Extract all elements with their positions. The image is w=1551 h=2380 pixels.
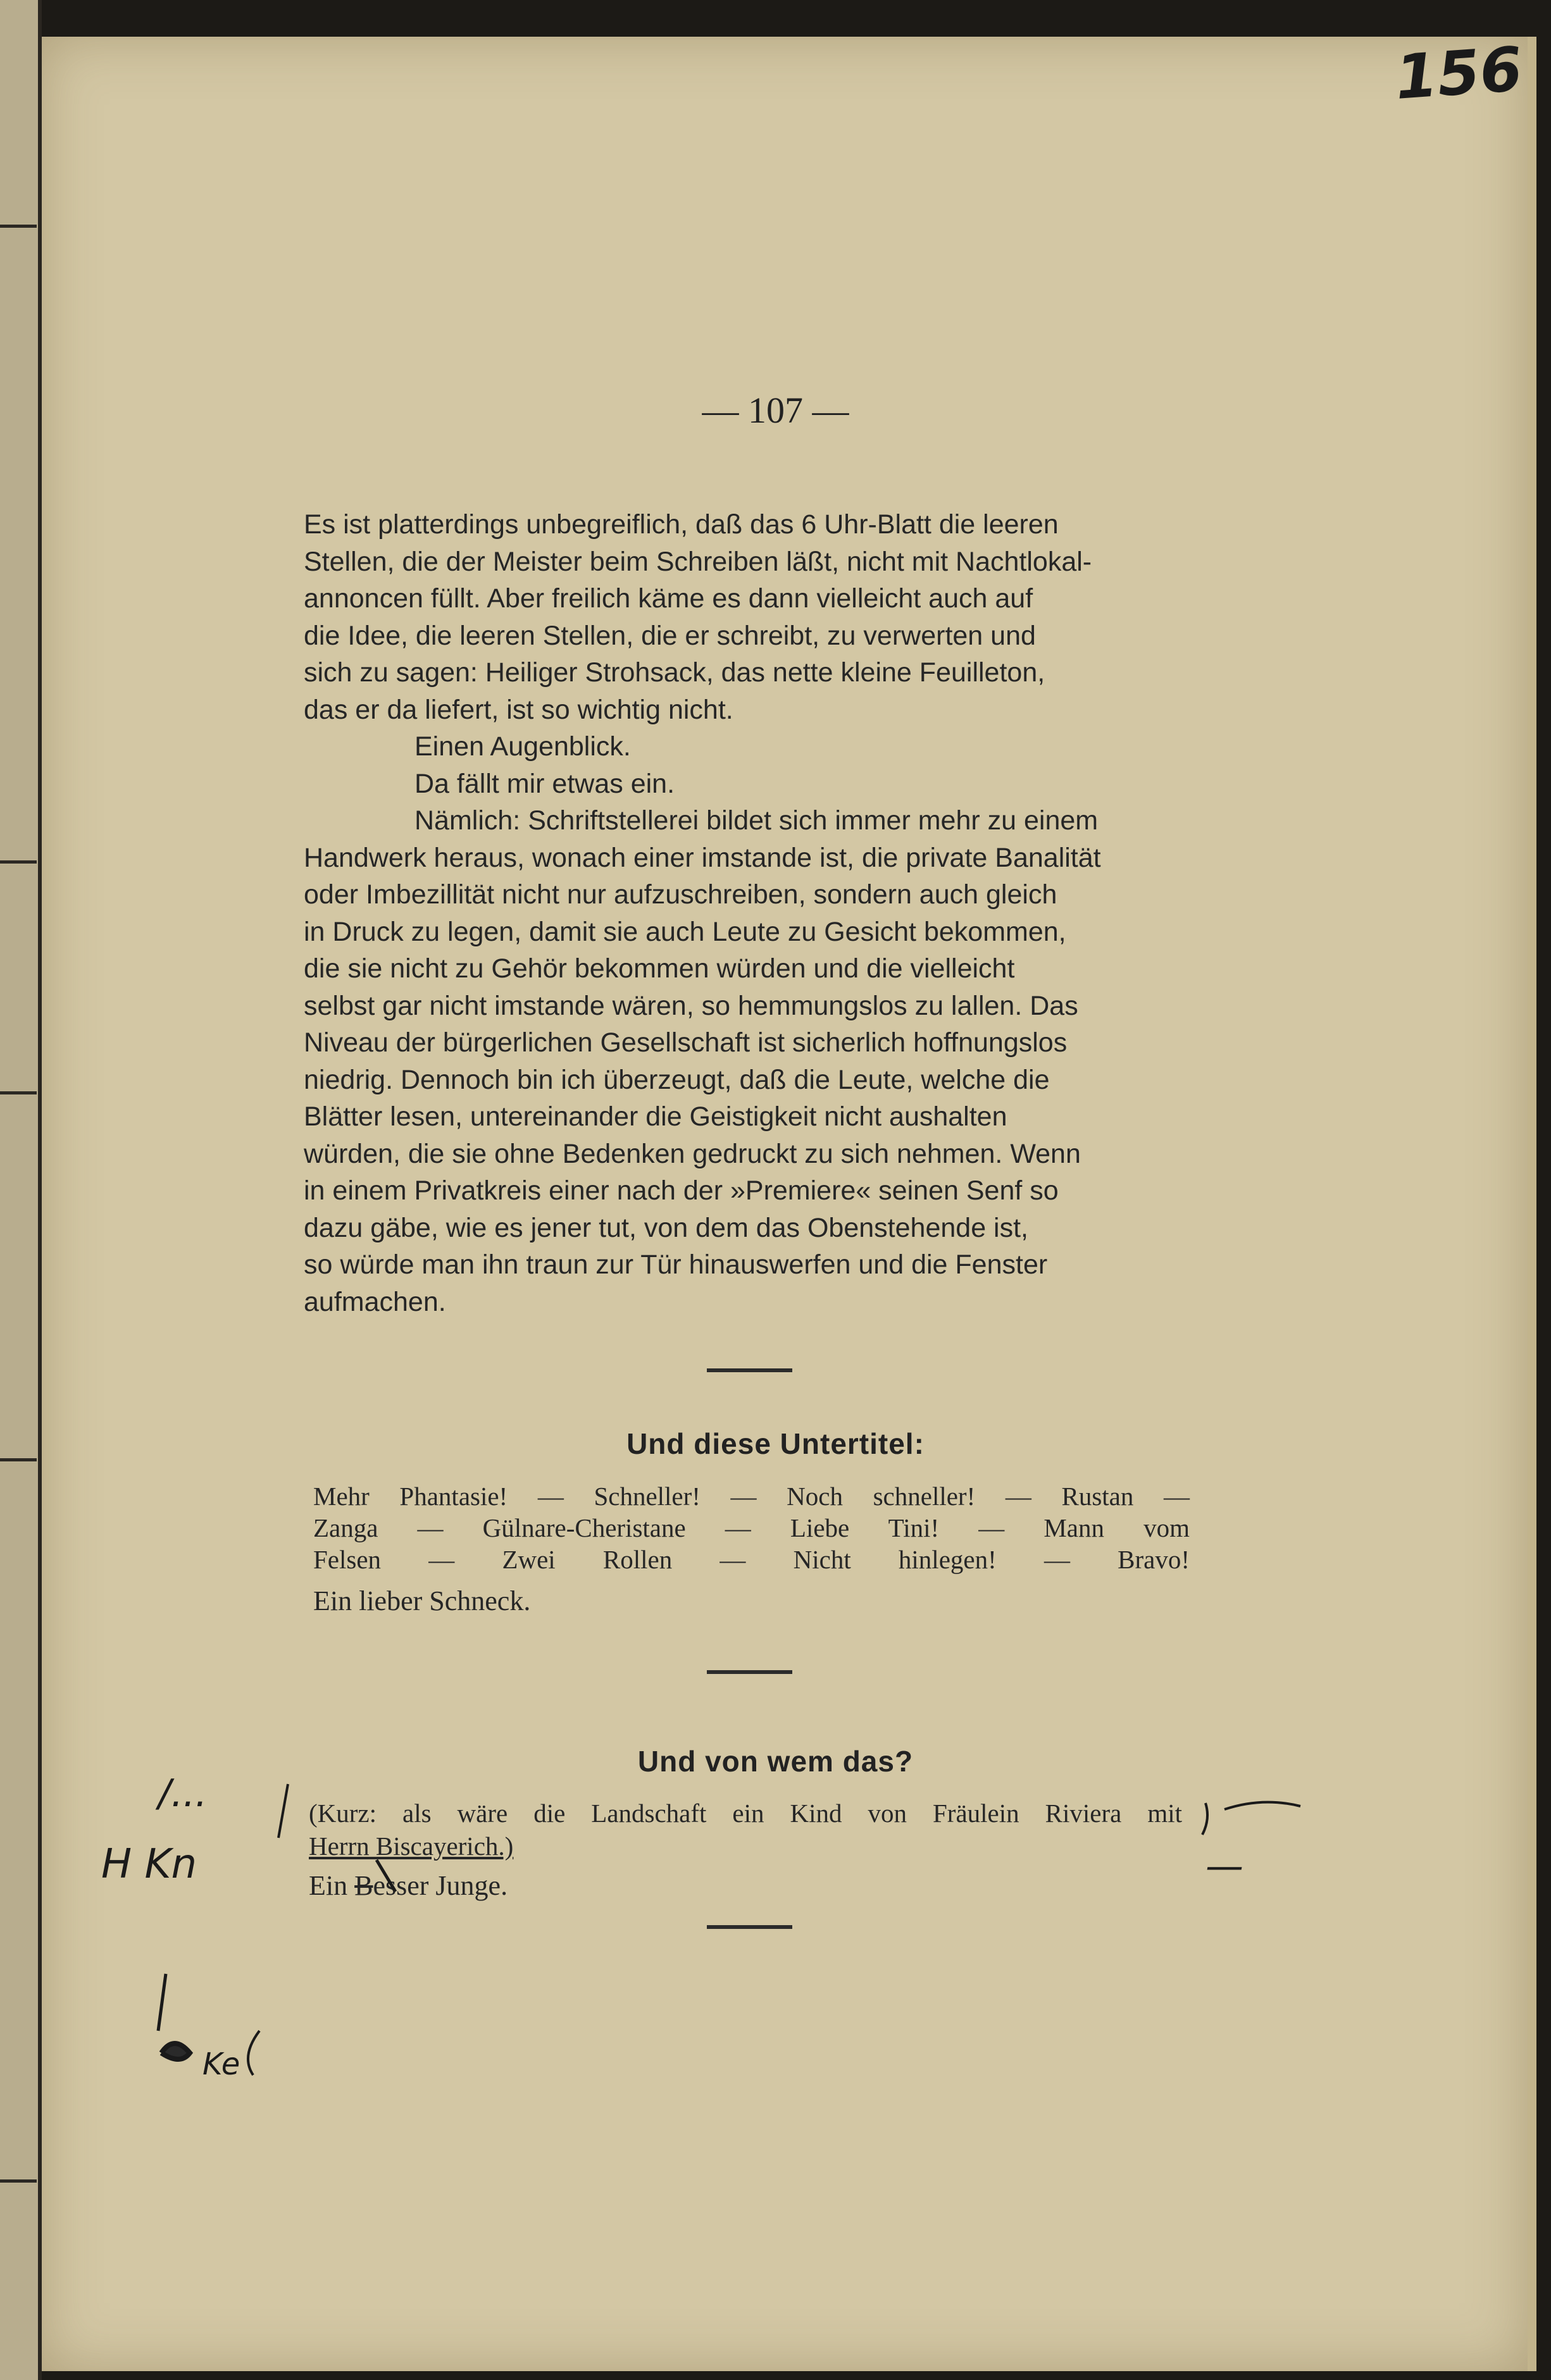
text-line: Stellen, die der Meister beim Schreiben läßt, nicht mit Nachtlokal- [304, 546, 1092, 577]
margin-note: Ke [202, 2047, 240, 2082]
margin-note: H Kn [101, 1841, 197, 1888]
text-line: annoncen füllt. Aber freilich käme es dann vielleicht auch auf [304, 583, 1033, 614]
section-divider [707, 1670, 792, 1674]
page-number: — 107 — [702, 390, 849, 431]
text-line: Herrn Biscayerich.) [309, 1831, 514, 1861]
section-heading: Und von wem das? [637, 1745, 914, 1778]
signature-line [309, 1869, 508, 1902]
handwritten-folio-number: 156 [1393, 34, 1525, 113]
text-line: Niveau der bürgerlichen Gesellschaft ist sicherlich hoffnungslos [304, 1027, 1068, 1058]
text-line: Nämlich: Schriftstellerei bildet sich immer mehr zu einem [414, 805, 1099, 836]
section-divider [707, 1925, 792, 1929]
text-line: Zanga — Gülnare-Cheristane — Liebe Tini! — Mann vom [313, 1513, 1190, 1542]
text-line: niedrig. Dennoch bin ich überzeugt, daß die Leute, welche die [304, 1064, 1050, 1095]
struck-letter: B [354, 1870, 373, 1901]
section-heading: Und diese Untertitel: [626, 1427, 925, 1460]
text-line: selbst gar nicht imstande wären, so hemmungslos zu lallen. Das [304, 990, 1078, 1021]
text-line: die sie nicht zu Gehör bekommen würden und die vielleicht [304, 953, 1015, 984]
text-line: in einem Privatkreis einer nach der »Premiere« seinen Senf so [304, 1175, 1059, 1206]
text-line: Handwerk heraus, wonach einer imstande ist, die private Banalität [304, 842, 1101, 873]
signature-prefix: Ein [309, 1870, 348, 1901]
article-body [304, 506, 1196, 1320]
text-line: so würde man ihn traun zur Tür hinauswerfen und die Fenster [304, 1249, 1048, 1280]
text-line: würden, die sie ohne Bedenken gedruckt zu sich nehmen. Wenn [304, 1138, 1081, 1169]
text-line: das er da liefert, ist so wichtig nicht. [304, 694, 733, 725]
margin-note: — [1205, 1844, 1243, 1888]
text-line: Blätter lesen, untereinander die Geistigkeit nicht aushalten [304, 1101, 1007, 1132]
section-divider [707, 1368, 792, 1372]
text-line: (Kurz: als wäre die Landschaft ein Kind von Fräulein Riviera mit [309, 1799, 1182, 1828]
text-line: Felsen — Zwei Rollen — Nicht hinlegen! — Bravo! [313, 1545, 1190, 1574]
signature-suffix: esser Junge. [373, 1870, 508, 1901]
quote-block [309, 1797, 1182, 1862]
text-line: oder Imbezillität nicht nur aufzuschreiben, sondern auch gleich [304, 879, 1057, 910]
adjacent-page-edge [0, 0, 42, 2380]
margin-note: /... [158, 1771, 208, 1816]
text-line: die Idee, die leeren Stellen, die er schreibt, zu verwerten und [304, 620, 1036, 651]
text-line: in Druck zu legen, damit sie auch Leute zu Gesicht bekommen, [304, 916, 1066, 947]
text-line: Da fällt mir etwas ein. [414, 768, 675, 799]
subtitle-list [313, 1480, 1190, 1575]
text-line: aufmachen. [304, 1286, 446, 1317]
text-line: Mehr Phantasie! — Schneller! — Noch schneller! — Rustan — [313, 1482, 1190, 1511]
text-line: Einen Augenblick. [414, 731, 631, 762]
text-line: Es ist platterdings unbegreiflich, daß das 6 Uhr-Blatt die leeren [304, 509, 1059, 540]
text-line: dazu gäbe, wie es jener tut, von dem das Obenstehende ist, [304, 1212, 1029, 1243]
signature-line: Ein lieber Schneck. [313, 1585, 531, 1616]
text-line: sich zu sagen: Heiliger Strohsack, das nette kleine Feuilleton, [304, 657, 1045, 688]
